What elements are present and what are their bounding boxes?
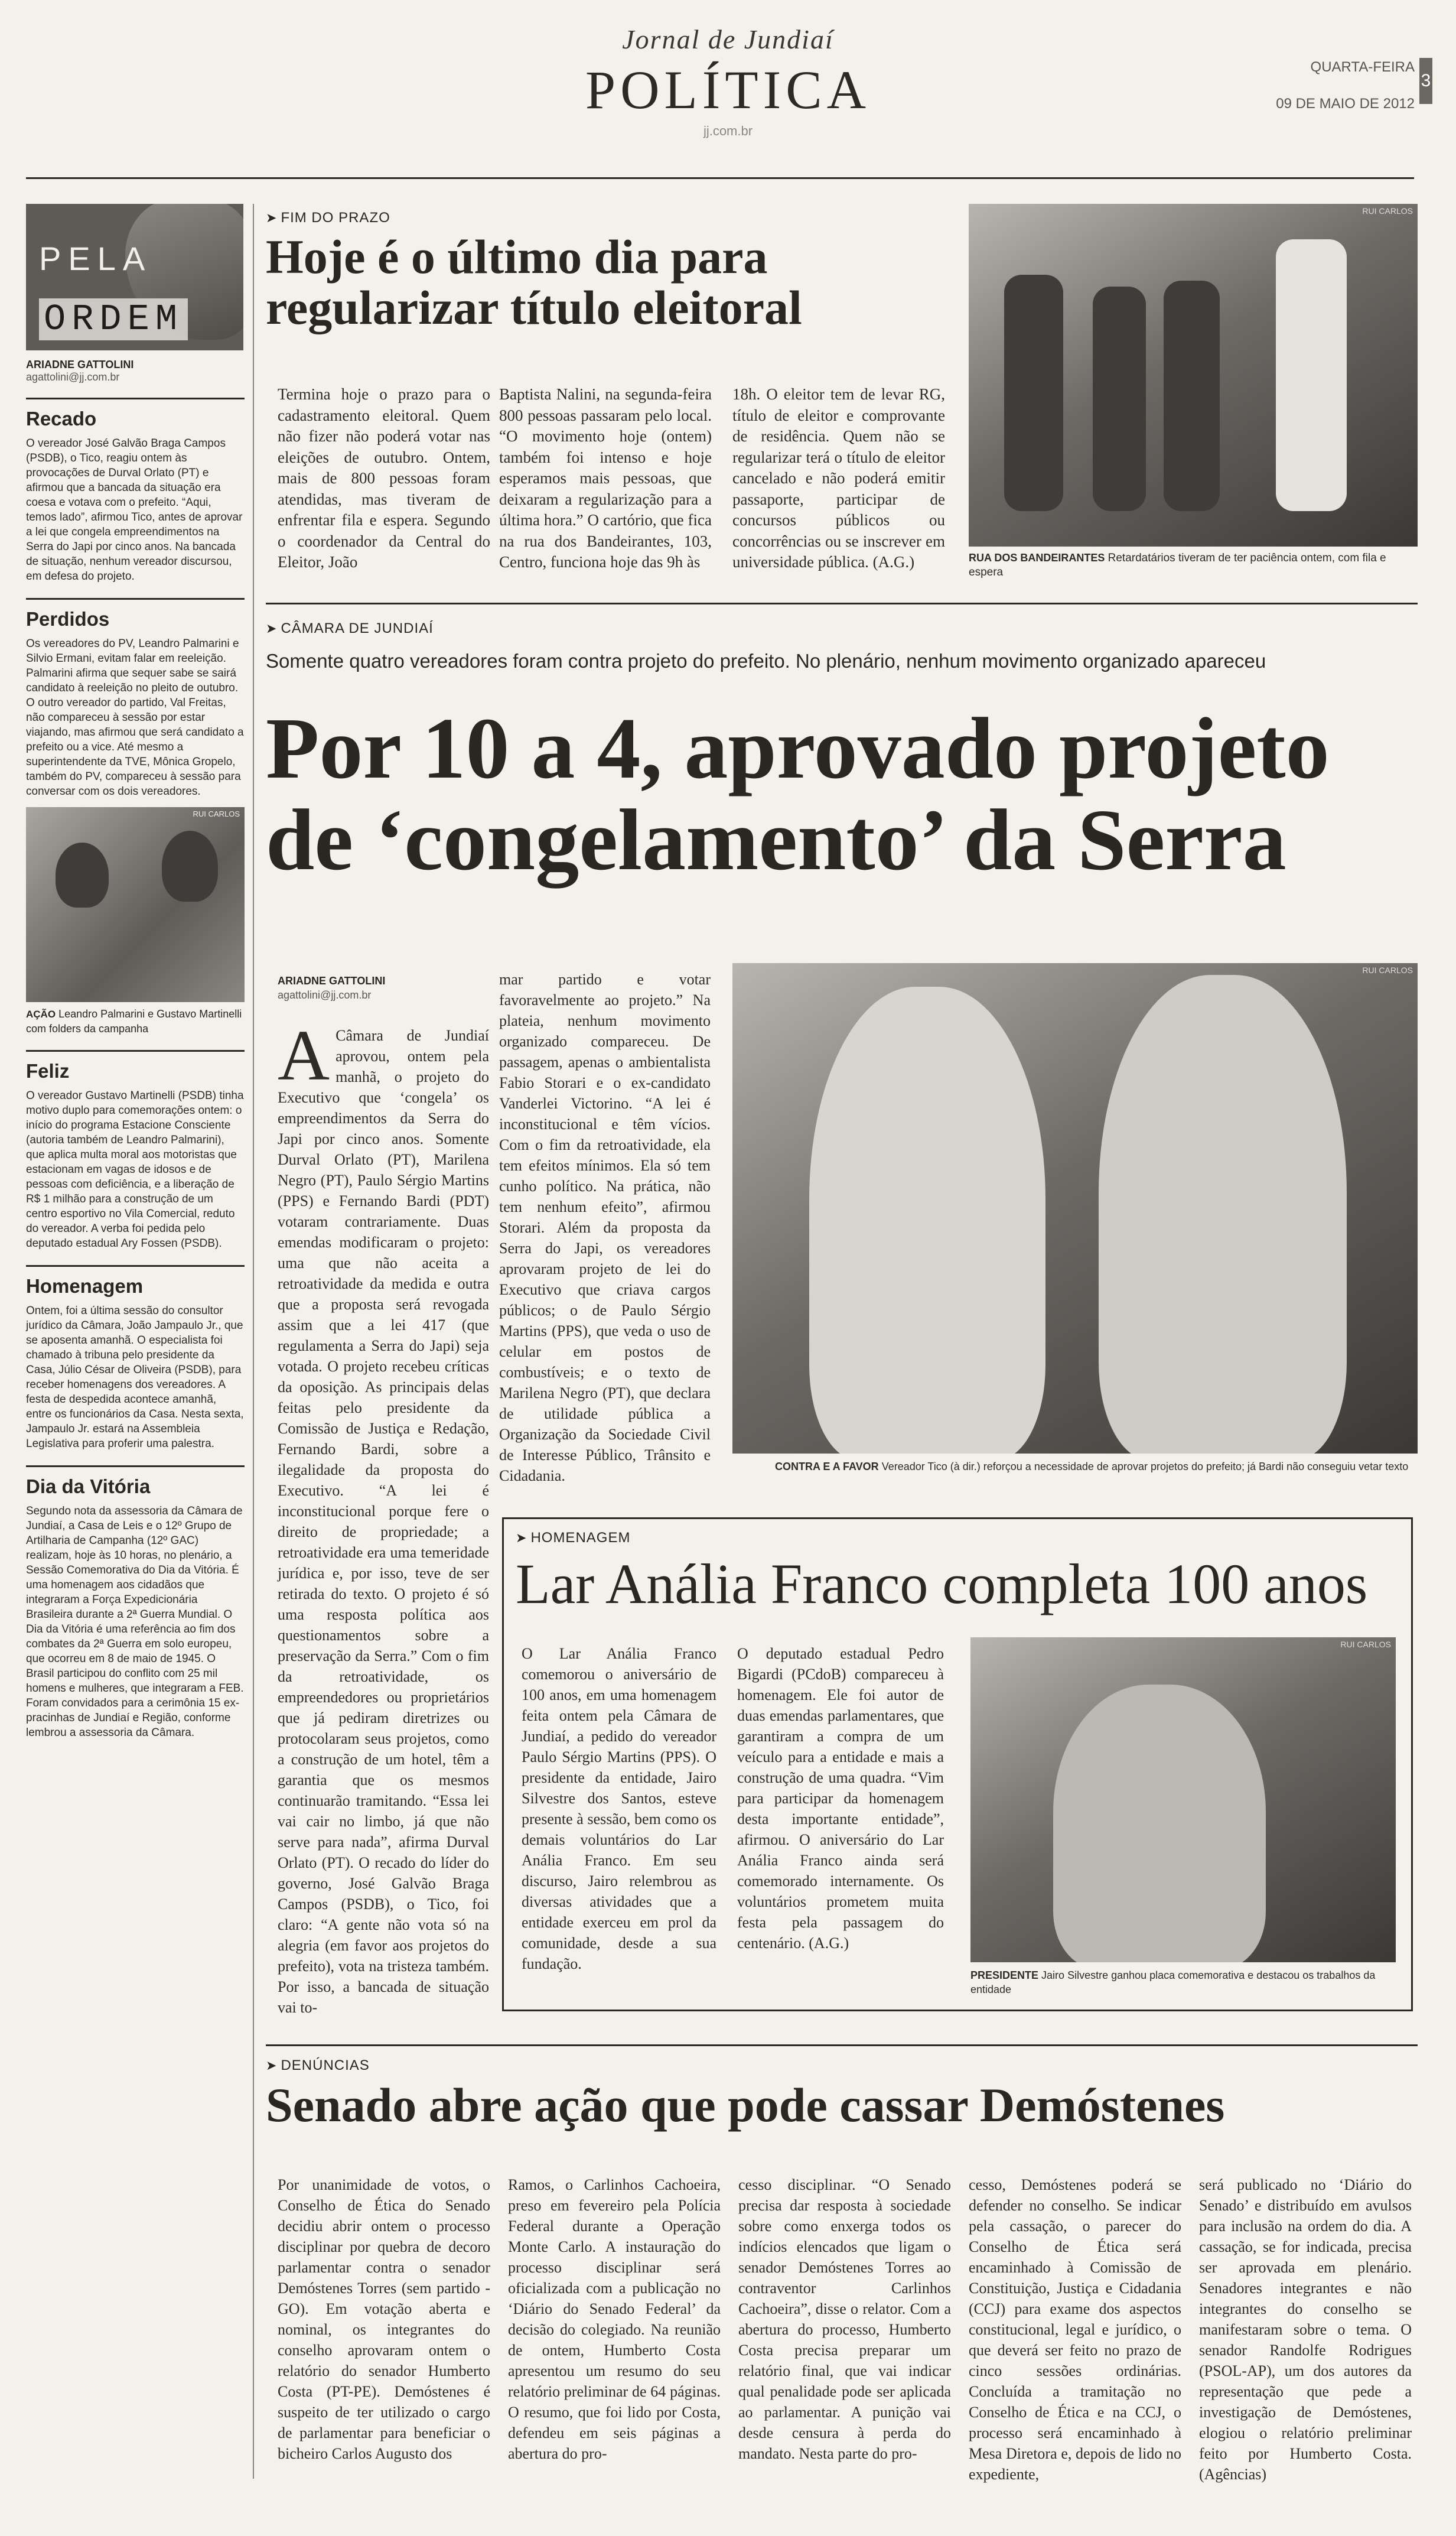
story3-col2: O deputado estadual Pedro Bigardi (PCdoB) compareceu à homenagem. Ele foi autor de duas emendas parlamentares, que garantiram a compra de um veículo para a entidade e mais a construção de uma quadra. “Vim para participar da homenagem desta importante entidade”, afirmou. O aniversário do Lar Anália Franco ainda será comemorado internamente. Os voluntários prometem muita festa pela passagem do centenário. (A.G.) (737, 1645, 944, 1952)
story4-col1: Por unanimidade de votos, o Conselho de Ética do Senado decidiu abrir ontem o processo disciplinar por quebra de decoro parlamentar contra o senador Demóstenes Torres (sem partido - GO). Em votação aberta e nominal, os integrantes do conselho aprovaram ontem o relatório do senador Humberto Costa (PT-PE). Demóstenes é suspeito de ter utilizado o cargo de parlamentar para beneficiar o bicheiro Carlos Augusto dos (278, 2176, 490, 2462)
caption-label: AÇÃO (26, 1009, 56, 1020)
story-divider (266, 603, 1418, 604)
section-title: POLÍTICA (585, 60, 871, 120)
story3-col1: O Lar Anália Franco comemorou o aniversário de 100 anos, em uma homenagem feita ontem pela Câmara de Jundiaí, a pedido do vereador Paulo Sérgio Martins (PPS). O presidente da entidade, Jairo Silvestre dos Santos, esteve presente à sessão, bem como os demais voluntários do Lar Anália Franco. Em seu discurso, Jairo relembrou as diversas atividades que a entidade exerceu em prol da comunidade, desde a sua fundação. (522, 1645, 716, 1972)
sidebar-photo (26, 807, 245, 1002)
sidebar-item-text: Segundo nota da assessoria da Câmara de Jundiaí, a Casa de Leis e o 12º Grupo de Artilharia de Campanha (12º GAC) realizam, hoje às 10 horas, no plenário, a Sessão Comemorativa do Dia da Vitória. É uma homenagem aos cidadãos que integraram a Força Expedicionária Brasileira durante a 2ª Guerra Mundial. O Dia da Vitória é uma referência ao fim dos combates da 2ª Guerra em solo europeu, que ocorreu em 8 de maio de 1945. O Brasil participou do conflito com 25 mil homens e mulheres, que integraram a FEB. Foram convidados para a cerimônia 15 ex-pracinhas de Jundiaí e Região, conforme lembrou a assessoria da Câmara. (26, 1505, 244, 1739)
story2-kicker: ➤ CÂMARA DE JUNDIAÍ (266, 620, 434, 636)
story4-col4: cesso, Demóstenes poderá se defender no conselho. Se indicar pela cassação, o parecer do Conselho de Ética será encaminhado à Comissão de Constituição, Justiça e Cidadania (CCJ) para exame dos aspectos constitucional, legal e jurídico, o que deverá ser feito no prazo de cinco sessões ordinárias. Concluída a tramitação no Conselho de Ética e na CCJ, o processo será encaminhado à Mesa Diretora e, depois de lido no expediente, (969, 2176, 1181, 2483)
story4-col3: cesso disciplinar. “O Senado precisa dar resposta à sociedade sobre como enxerga todos os indícios elencados que ligam o senador Demóstenes Torres ao contraventor Carlinhos Cachoeira”, disse o relator. Com a abertura do processo, Humberto Costa precisa preparar um relatório final, que vai indicar qual penalidade pode ser aplicada ao parlamentar. A punição vai desde censura à perda do mandato. Nesta parte do pro- (738, 2176, 951, 2462)
story2-deck: Somente quatro vereadores foram contra projeto do prefeito. No plenário, nenhum movimento organizado apareceu (266, 650, 1266, 672)
issue-date: 09 DE MAIO DE 2012 (1276, 96, 1415, 112)
arrow-icon: ➤ (266, 2058, 278, 2073)
story2-email[interactable]: agattolini@jj.com.br (278, 989, 372, 1001)
story1-kicker: ➤ FIM DO PRAZO (266, 210, 390, 226)
photo-credit: RUI CARLOS (193, 809, 240, 818)
story3-photo (970, 1637, 1396, 1962)
column-logo-word2: ORDEM (39, 298, 188, 340)
page-number: 3 (1419, 58, 1432, 104)
arrow-icon: ➤ (516, 1530, 527, 1545)
masthead (0, 24, 1456, 139)
sidebar-item-text: Ontem, foi a última sessão do consultor jurídico da Câmara, João Jampaulo Jr., que se aposenta amanhã. O especialista foi chamado à tribuna pelo presidente da Casa, Júlio César de Oliveira (PSDB), para receber homenagens dos vereadores. A festa de despedida acontece amanhã, entre os funcionários da Casa. Nesta sexta, Jampaulo Jr. estará na Assembleia Legislativa para proferir uma palestra. (26, 1305, 244, 1450)
dropcap: A (278, 1016, 330, 1095)
story4-col5: será publicado no ‘Diário do Senado’ e distribuído em avulsos para inclusão na ordem do dia. A cassação, se for indicada, precisa ser aprovada em plenário. Senadores integrantes e não integrantes do conselho se manifestaram sobre o tema. O senador Randolfe Rodrigues (PSOL-AP), um dos autores da representação que pede a investigação de Demóstenes, elogiou o relatório preliminar feito por Humberto Costa. (Agências) (1199, 2176, 1412, 2483)
caption-text: Vereador Tico (à dir.) reforçou a necessidade de aprovar projetos do prefeito; já Bardi não conseguiu vetar texto (881, 1461, 1409, 1472)
story2-col1: A Câmara de Jundiaí aprovou, ontem pela manhã, o projeto do Executivo que ‘congela’ os empreendimentos da Serra do Japi por cinco anos. Somente Durval Orlato (PT), Marilena Negro (PT), Paulo Sérgio Martins (PPS) e Fernando Bardi (PDT) votaram contrariamente. Duas emendas modificaram o projeto: uma que não aceita a retroatividade da medida e outra que a proposta será revogada assim que a lei 417 (que regulamenta a Serra do Japi) seja votada. O projeto recebeu críticas da oposição. As principais delas feitas pelo presidente da Comissão de Justiça e Redação, Fernando Bardi, sobre a ilegalidade da proposta do Executivo. “A lei é inconstitucional porque fere o direito de propriedade; a retroatividade era uma temeridade jurídica e, por isso, teve de ser retirada do texto. O projeto é só uma resposta política aos questionamentos sobre a preservação da Serra.” Com o fim da retroatividade, os empreendedores ou proprietários que já pediram diretrizes ou protocolaram seus projetos, como a construção de um hotel, têm a garantia que os mesmos continuarão tramitando. “Essa lei vai cair no limbo, já que não serve para nada”, afirma Durval Orlato (PT). O recado do líder do governo, José Galvão Braga Campos (PSDB), o Tico, foi claro: “A gente não vota só na alegria (em favor aos projetos do prefeito), vota na tristeza também. Por isso, a bancada de situação vai to- (278, 1016, 489, 2016)
sidebar-item-title: Dia da Vitória (26, 1465, 245, 1498)
person-silhouette (1164, 281, 1220, 511)
story4-headline: Senado abre ação que pode cassar Demóstenes (266, 2078, 1225, 2132)
photo-credit: RUI CARLOS (1340, 1640, 1391, 1649)
story4-kicker: ➤ DENÚNCIAS (266, 2057, 370, 2073)
story3-kicker: ➤ HOMENAGEM (516, 1530, 631, 1546)
story3-caption (970, 1968, 1396, 1997)
caption-text: Retardatários tiveram de ter paciência ontem, com fila e espera (969, 552, 1386, 578)
caption-text: Leandro Palmarini e Gustavo Martinelli com folders da campanha (26, 1008, 242, 1035)
person-silhouette (162, 831, 218, 902)
sidebar-item-title: Feliz (26, 1050, 245, 1082)
caption-label: RUA DOS BANDEIRANTES (969, 552, 1105, 564)
caption-label: PRESIDENTE (970, 1969, 1039, 1981)
sidebar-item-text: O vereador José Galvão Braga Campos (PSDB), o Tico, reagiu ontem às provocações de Durval Orlato (PT) e afirmou que a bancada da situação era coesa e votava com o prefeito. “Aqui, temos lado”, afirmou Tico, antes de aprovar a lei que congela empreendimentos na Serra do Japi por cinco anos. Na bancada de situação, nenhum vereador discursou, em defesa do projeto. (26, 437, 243, 583)
person-silhouette (1099, 975, 1347, 1454)
homenagem-box (502, 1517, 1413, 2011)
column-logo-word1: PELA (39, 240, 152, 277)
weekday: QUARTA-FEIRA (1310, 59, 1415, 75)
story1-caption (969, 551, 1418, 580)
arrow-icon: ➤ (266, 621, 278, 636)
column-logo (26, 204, 243, 350)
date-block (1276, 59, 1415, 112)
story2-author: ARIADNE GATTOLINI (278, 975, 386, 987)
sidebar-item-title: Recado (26, 398, 245, 430)
paper-name: Jornal de Jundiaí (622, 24, 834, 54)
sidebar-author: ARIADNE GATTOLINI (26, 359, 134, 370)
story2-headline: Por 10 a 4, aprovado projeto de ‘congelamento’ da Serra (266, 700, 1330, 889)
sidebar-item-title: Perdidos (26, 598, 245, 630)
story-divider (266, 2044, 1418, 2046)
story2-caption (775, 1459, 1419, 1474)
person-silhouette (1004, 275, 1063, 511)
story2-col2: mar partido e votar favoravelmente ao projeto.” Na plateia, nenhum movimento organizado compareceu. De passagem, apenas o ambientalista Fabio Storari e o ex-candidato Vanderlei Victorino. “A lei é inconstitucional e têm vícios. Com o fim da retroatividade, ela tem efeitos mínimos. Ela só tem cunho político. Na prática, não tem nenhum efeito”, afirmou Storari. Além da proposta da Serra do Japi, os vereadores aprovaram projeto de lei do Executivo que criava cargos públicos; o de Paulo Sérgio Martins (PPS), que veda o uso de celular em postos de combustíveis; e o texto de Marilena Negro (PT), que declara de utilidade pública a Organização da Sociedade Civil de Interesse Público, Trânsito e Cidadania. (499, 971, 711, 1484)
section-url[interactable]: jj.com.br (703, 123, 753, 138)
sidebar-item-text: O vereador Gustavo Martinelli (PSDB) tinha motivo duplo para comemorações ontem: o início do programa Estacione Consciente (autoria também de Leandro Palmarini), que aplica multa moral aos motoristas que estacionam em vagas de idosos e de pessoas com deficiência, e a liberação de R$ 1 milhão para a construção de um centro esportivo no Vila Comercial, reduto do vereador. A verba foi pedida pelo deputado estadual Ary Fossen (PSDB). (26, 1090, 244, 1250)
caption-text: Jairo Silvestre ganhou placa comemorativa e destacou os trabalhos da entidade (970, 1969, 1376, 1995)
story3-headline: Lar Anália Franco completa 100 anos (516, 1552, 1368, 1615)
story1-col3: 18h. O eleitor tem de levar RG, título de eleitor e comprovante de residência. Quem não se regularizar terá o título de eleitor cancelado e não poderá emitir passaporte, participar de concursos públicos ou concorrências ou se inscrever em universidade pública. (A.G.) (732, 385, 945, 571)
person-silhouette (1053, 1685, 1266, 1962)
story1-photo (969, 204, 1418, 547)
story4-col2: Ramos, o Carlinhos Cachoeira, preso em fevereiro pela Polícia Federal durante a Operação Monte Carlo. A instauração do processo disciplinar será oficializada com a publicação no ‘Diário do Senado Federal’ da decisão do colegiado. Na reunião de ontem, Humberto Costa apresentou um resumo do seu relatório preliminar de 64 páginas. O resumo, que foi lido por Costa, defendeu em seis páginas a abertura do pro- (508, 2176, 721, 2462)
sidebar-item-title: Homenagem (26, 1265, 245, 1298)
caption-label: CONTRA E A FAVOR (775, 1461, 879, 1472)
story1-col1: Termina hoje o prazo para o cadastramento eleitoral. Quem não fizer não poderá votar nas eleições de outubro. Ontem, mais de 800 pessoas foram atendidas, mas tiveram de enfrentar fila e espera. Segundo o coordenador da Central do Eleitor, João (278, 385, 490, 571)
sidebar-photo-caption (26, 1007, 245, 1036)
story1-headline: Hoje é o último dia para regularizar título eleitoral (266, 230, 802, 335)
column-divider (253, 204, 254, 2479)
sidebar-item-text: Os vereadores do PV, Leandro Palmarini e Silvio Ermani, evitam falar em reeleição. Palmarini afirma que sequer sabe se sairá candidato à reeleição no pleito de outubro. O outro vereador do partido, Val Freitas, não compareceu à sessão por estar viajando, mas afirmou que será candidato a prefeito ou a vice. Até mesmo a superintendente da TVE, Mônica Gropelo, também do PV, compareceu à sessão para conversar com os dois vereadores. (26, 638, 244, 798)
sidebar-email[interactable]: agattolini@jj.com.br (26, 371, 120, 383)
arrow-icon: ➤ (266, 210, 278, 225)
person-silhouette (1276, 239, 1347, 511)
sidebar-column (26, 204, 245, 1740)
story1-col2: Baptista Nalini, na segunda-feira 800 pessoas passaram pelo local. “O movimento hoje (ontem) também foi intenso e hoje esperamos mais pessoas, que deixaram a regularização para a última hora.” O cartório, que fica na rua dos Bandeirantes, 103, Centro, funciona hoje das 9h às (499, 385, 712, 571)
person-silhouette (809, 987, 1045, 1454)
header-rule (26, 177, 1414, 179)
photo-credit: RUI CARLOS (1362, 206, 1413, 216)
person-silhouette (1093, 287, 1146, 511)
person-silhouette (56, 843, 109, 908)
photo-credit: RUI CARLOS (1362, 965, 1413, 975)
story2-photo (732, 963, 1418, 1454)
